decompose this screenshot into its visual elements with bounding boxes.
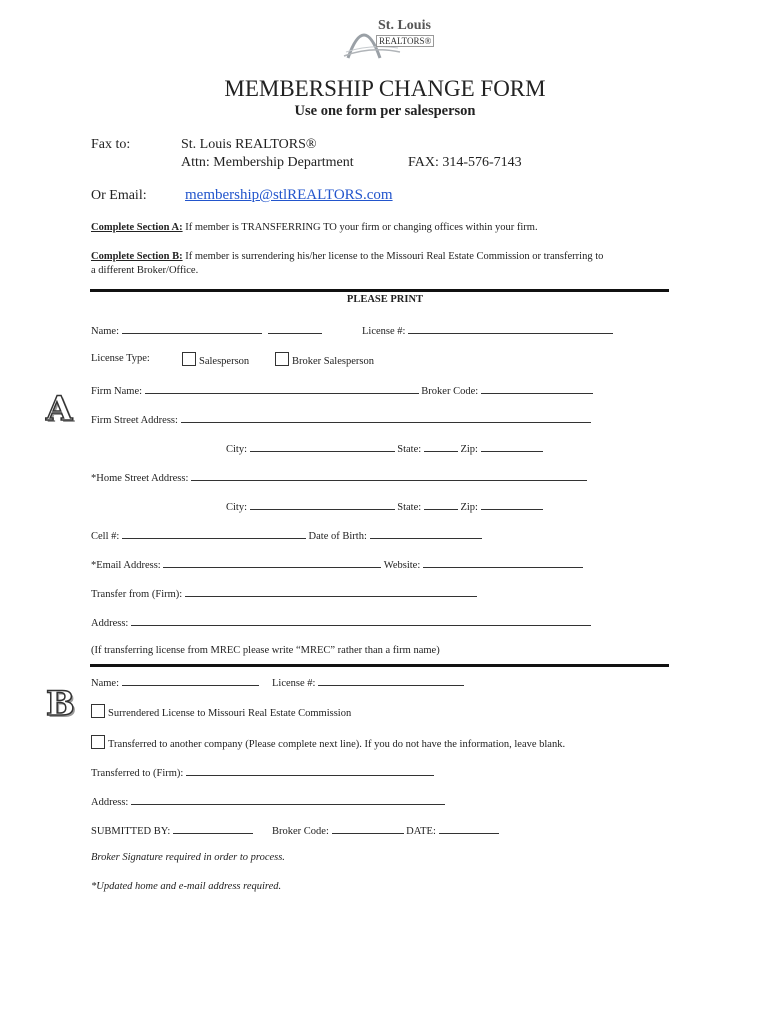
submitted-by-label: SUBMITTED BY: bbox=[91, 826, 171, 837]
email-label: Or Email: bbox=[91, 188, 147, 203]
broker-salesperson-label: Broker Salesperson bbox=[292, 356, 374, 367]
signature-note: Broker Signature required in order to process. bbox=[91, 852, 285, 863]
cell-label: Cell #: bbox=[91, 531, 120, 542]
b-broker-code-row bbox=[272, 823, 499, 837]
a-license-label: License #: bbox=[362, 326, 406, 337]
date-field[interactable] bbox=[439, 823, 499, 834]
section-b-note-text: If member is surrendering his/her license to the Missouri Real Estate Commission or transferring to bbox=[182, 251, 604, 262]
b-name-row bbox=[91, 675, 259, 689]
firm-street-field[interactable] bbox=[181, 412, 591, 423]
home-city-field[interactable] bbox=[250, 499, 395, 510]
b-name-field[interactable] bbox=[122, 675, 259, 686]
submitted-by-field[interactable] bbox=[173, 823, 253, 834]
a-name-label: Name: bbox=[91, 326, 119, 337]
fax-number: FAX: 314-576-7143 bbox=[408, 155, 522, 170]
updated-note: *Updated home and e-mail address required. bbox=[91, 881, 282, 892]
transferred-to-field[interactable] bbox=[186, 765, 434, 776]
home-zip-label: Zip: bbox=[460, 502, 478, 513]
firm-state-field[interactable] bbox=[424, 441, 458, 452]
dob-field[interactable] bbox=[370, 528, 482, 539]
broker-code-field[interactable] bbox=[481, 383, 593, 394]
mrec-note: (If transferring license from MREC please write “MREC” rather than a firm name) bbox=[91, 645, 440, 656]
section-a-note bbox=[91, 222, 538, 233]
home-state-label: State: bbox=[397, 502, 422, 513]
home-street-field[interactable] bbox=[191, 470, 587, 481]
submitted-by-row bbox=[91, 823, 253, 837]
firm-zip-field[interactable] bbox=[481, 441, 543, 452]
section-b-letter: B bbox=[46, 684, 75, 724]
firm-street-label: Firm Street Address: bbox=[91, 415, 178, 426]
section-a-letter: A bbox=[46, 389, 73, 429]
dob-label: Date of Birth: bbox=[308, 531, 367, 542]
home-street-label: *Home Street Address: bbox=[91, 473, 189, 484]
email-address-label: *Email Address: bbox=[91, 560, 161, 571]
firm-street-row bbox=[91, 412, 591, 426]
fax-label: Fax to: bbox=[91, 137, 131, 152]
website-field[interactable] bbox=[423, 557, 583, 568]
salesperson-checkbox[interactable] bbox=[182, 352, 196, 366]
broker-code-label: Broker Code: bbox=[421, 386, 479, 397]
transfer-from-field[interactable] bbox=[185, 586, 477, 597]
b-name-label: Name: bbox=[91, 678, 119, 689]
a-name-field[interactable] bbox=[122, 323, 262, 334]
divider-top bbox=[90, 289, 669, 292]
a-license-row bbox=[362, 323, 613, 337]
logo-line2: REALTORS® bbox=[376, 35, 434, 47]
firm-state-label: State: bbox=[397, 444, 422, 455]
transfer-from-label: Transfer from (Firm): bbox=[91, 589, 183, 600]
email-link[interactable]: membership@stlREALTORS.com bbox=[185, 187, 393, 203]
section-b-note bbox=[91, 251, 603, 262]
page-title: MEMBERSHIP CHANGE FORM bbox=[224, 76, 546, 101]
transferred-option[interactable] bbox=[91, 735, 565, 750]
firm-city-field[interactable] bbox=[250, 441, 395, 452]
b-address-label: Address: bbox=[91, 797, 129, 808]
a-address-row bbox=[91, 615, 591, 629]
surrendered-option[interactable] bbox=[91, 704, 351, 719]
email-row bbox=[91, 557, 583, 571]
a-name-field-2[interactable] bbox=[268, 323, 322, 334]
a-address-field[interactable] bbox=[131, 615, 591, 626]
section-b-note-line2: a different Broker/Office. bbox=[91, 265, 199, 276]
transferred-to-row bbox=[91, 765, 434, 779]
b-address-field[interactable] bbox=[131, 794, 445, 805]
b-address-row bbox=[91, 794, 445, 808]
website-label: Website: bbox=[383, 560, 421, 571]
logo-line1: St. Louis bbox=[378, 18, 431, 33]
transferred-label: Transferred to another company (Please complete next line). If you do not have the information, leave blank. bbox=[108, 739, 566, 750]
salesperson-label: Salesperson bbox=[199, 356, 250, 367]
b-license-row bbox=[272, 675, 464, 689]
home-state-field[interactable] bbox=[424, 499, 458, 510]
section-b-note-label: Complete Section B: bbox=[91, 251, 183, 262]
firm-name-label: Firm Name: bbox=[91, 386, 143, 397]
b-license-field[interactable] bbox=[318, 675, 464, 686]
home-zip-field[interactable] bbox=[481, 499, 543, 510]
broker-salesperson-option[interactable] bbox=[275, 352, 374, 367]
b-broker-code-field[interactable] bbox=[332, 823, 404, 834]
firm-zip-label: Zip: bbox=[460, 444, 478, 455]
please-print: PLEASE PRINT bbox=[346, 294, 424, 305]
transferred-to-label: Transferred to (Firm): bbox=[91, 768, 184, 779]
realtors-logo bbox=[340, 16, 435, 60]
fax-attn: Attn: Membership Department bbox=[181, 155, 354, 170]
salesperson-option[interactable] bbox=[182, 352, 249, 367]
a-name-row bbox=[91, 323, 322, 337]
page-subtitle: Use one form per salesperson bbox=[294, 103, 476, 119]
firm-name-field[interactable] bbox=[145, 383, 419, 394]
date-label: DATE: bbox=[406, 826, 436, 837]
cell-field[interactable] bbox=[122, 528, 306, 539]
b-license-label: License #: bbox=[272, 678, 316, 689]
transferred-checkbox[interactable] bbox=[91, 735, 105, 749]
license-type-label: License Type: bbox=[91, 353, 150, 364]
transfer-from-row bbox=[91, 586, 477, 600]
a-address-label: Address: bbox=[91, 618, 129, 629]
home-city-label: City: bbox=[226, 502, 248, 513]
fax-org: St. Louis REALTORS® bbox=[181, 137, 317, 152]
section-a-note-text: If member is TRANSFERRING TO your firm or changing offices within your firm. bbox=[182, 222, 538, 233]
home-street-row bbox=[91, 470, 587, 484]
cell-row bbox=[91, 528, 482, 542]
section-a-note-label: Complete Section A: bbox=[91, 222, 183, 233]
a-license-field[interactable] bbox=[408, 323, 613, 334]
license-type-row bbox=[91, 353, 150, 364]
broker-salesperson-checkbox[interactable] bbox=[275, 352, 289, 366]
surrendered-checkbox[interactable] bbox=[91, 704, 105, 718]
firm-name-row bbox=[91, 383, 593, 397]
firm-city-row bbox=[226, 441, 543, 455]
email-address-field[interactable] bbox=[163, 557, 381, 568]
b-broker-code-label: Broker Code: bbox=[272, 826, 329, 837]
home-city-row bbox=[226, 499, 543, 513]
divider-middle bbox=[90, 664, 669, 667]
firm-city-label: City: bbox=[226, 444, 248, 455]
surrendered-label: Surrendered License to Missouri Real Estate Commission bbox=[108, 708, 352, 719]
